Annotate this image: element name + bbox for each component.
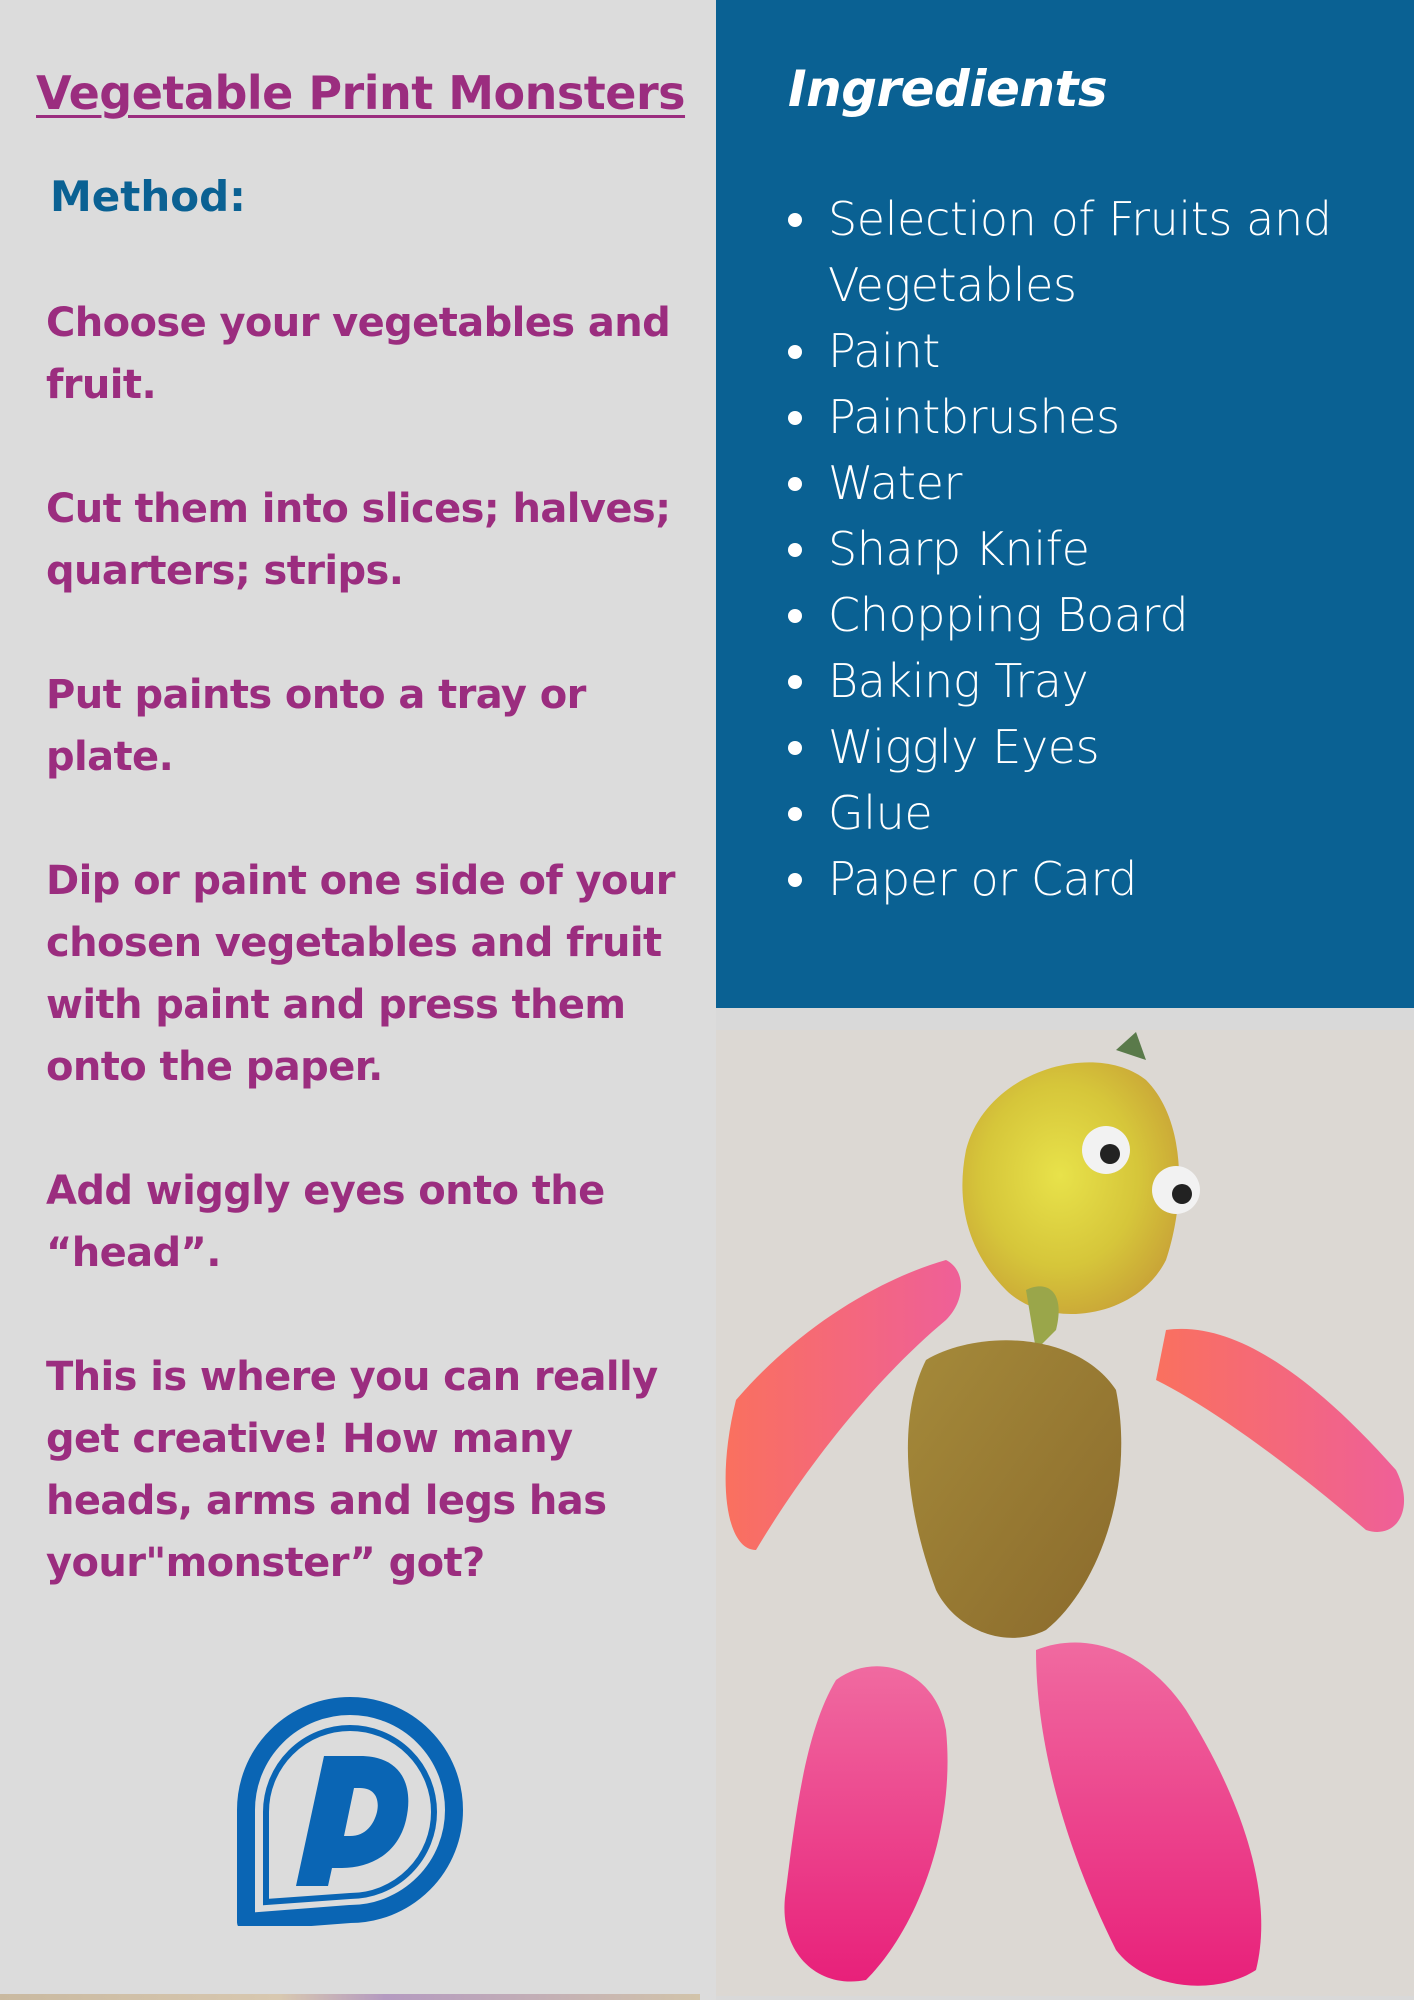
method-step: Put paints onto a tray or plate.: [46, 672, 586, 780]
ingredients-panel: [716, 0, 1414, 1008]
ingredients-list: [780, 186, 1380, 912]
method-step: This is where you can really get creative! How many heads, arms and legs has your"monster” got?: [46, 1354, 658, 1586]
method-heading: Method:: [50, 172, 246, 221]
ingredients-heading: Ingredients: [788, 60, 1108, 118]
ingredient-item: Chopping Board: [780, 582, 1380, 648]
ingredient-item: Baking Tray: [780, 648, 1380, 714]
method-step: Add wiggly eyes onto the “head”.: [46, 1168, 605, 1276]
ingredient-item: Paintbrushes: [780, 384, 1380, 450]
ingredient-item: Glue: [780, 780, 1380, 846]
page-title: Vegetable Print Monsters: [36, 66, 686, 120]
method-step: Dip or paint one side of your chosen vegetables and fruit with paint and press them onto the paper.: [46, 858, 675, 1090]
ingredient-item: Water: [780, 450, 1380, 516]
method-step: Choose your vegetables and fruit.: [46, 300, 671, 408]
ingredient-item: Selection of Fruits and Vegetables: [780, 186, 1380, 318]
ingredient-item: Paper or Card: [780, 846, 1380, 912]
method-step: Cut them into slices; halves; quarters; strips.: [46, 486, 671, 594]
brand-logo-icon: [232, 1690, 468, 1926]
method-steps: [46, 292, 686, 1656]
ingredient-item: Paint: [780, 318, 1380, 384]
ingredient-item: Wiggly Eyes: [780, 714, 1380, 780]
ingredient-item: Sharp Knife: [780, 516, 1380, 582]
monster-photo: [716, 1030, 1414, 1996]
photo-strip: [0, 1994, 700, 2000]
